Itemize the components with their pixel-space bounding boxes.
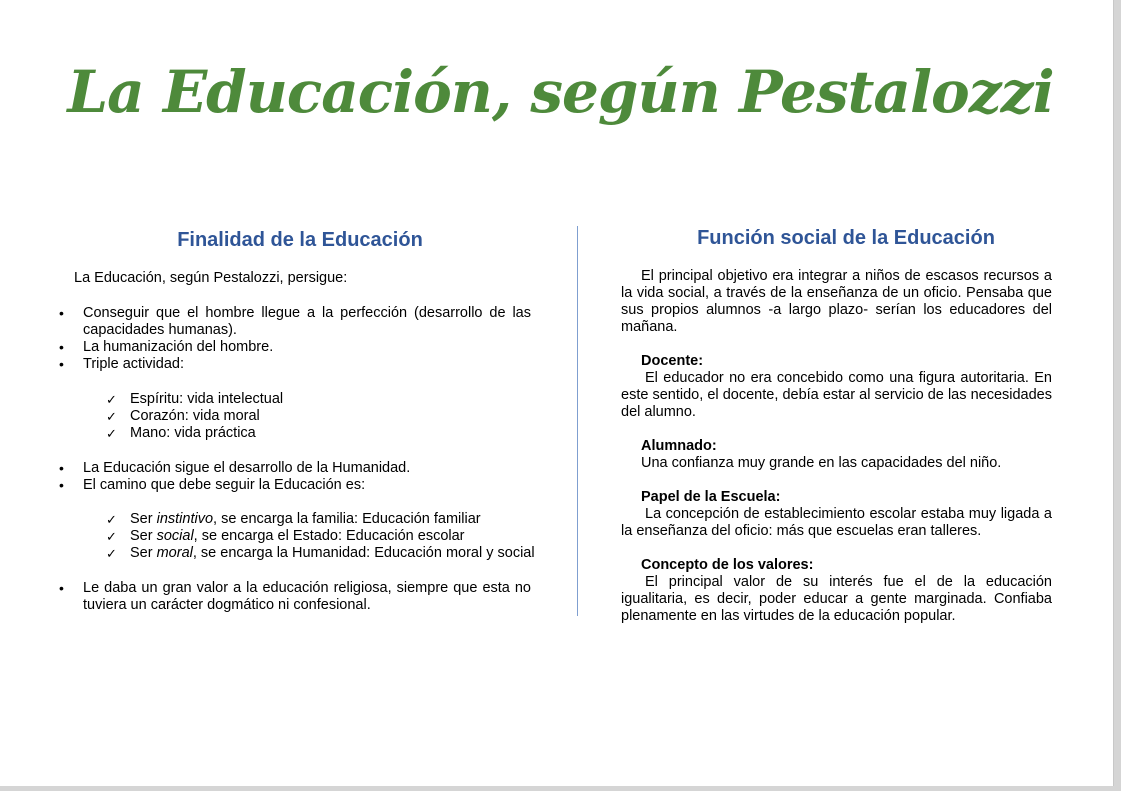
left-bullet-list-3 (59, 580, 531, 614)
right-column-heading: Función social de la Educación (697, 227, 995, 249)
left-check-list-1 (106, 391, 526, 442)
section-heading: Docente: (641, 353, 704, 369)
left-check-list-2 (106, 511, 546, 562)
list-item: ✓ Ser social, se encarga el Estado: Educación escolar (106, 528, 546, 545)
right-intro: El principal objetivo era integrar a niños de escasos recursos a la vida social, a través de la enseñanza de un oficio. Pensaba que sus propios alumnos -a largo plazo- serían los educadores del mañana. (621, 268, 1052, 335)
section-papel-escuela (621, 489, 1052, 540)
left-bullet-list-2 (59, 460, 531, 494)
section-heading: Alumnado: (641, 438, 717, 454)
section-text: La concepción de establecimiento escolar estaba muy ligada a la enseñanza del oficio: más que escuelas eran talleres. (621, 506, 1052, 539)
right-sections (621, 353, 1052, 625)
list-item: • El camino que debe seguir la Educación es: (59, 477, 531, 494)
list-item: ✓ Espíritu: vida intelectual (106, 391, 526, 408)
list-item: • Conseguir que el hombre llegue a la perfección (desarrollo de las capacidades humanas). (59, 305, 531, 339)
section-text: El educador no era concebido como una figura autoritaria. En este sentido, el docente, debía estar al servicio de las necesidades del alumno. (621, 370, 1052, 420)
column-divider (577, 226, 578, 616)
section-text: El principal valor de su interés fue el de la educación igualitaria, es decir, poder educar a gente marginada. Confiaba plenamente en las virtudes de la educación popular. (621, 574, 1052, 624)
list-item: • Le daba un gran valor a la educación religiosa, siempre que esta no tuviera un carácter dogmático ni confesional. (59, 580, 531, 614)
list-item: • Triple actividad: (59, 356, 531, 373)
list-item: • La humanización del hombre. (59, 339, 531, 356)
left-intro: La Educación, según Pestalozzi, persigue: (74, 270, 348, 286)
list-item: ✓ Ser moral, se encarga la Humanidad: Educación moral y social (106, 545, 546, 562)
section-heading: Concepto de los valores: (641, 557, 814, 573)
section-text: Una confianza muy grande en las capacidades del niño. (641, 455, 1002, 471)
list-item: ✓ Mano: vida práctica (106, 425, 526, 442)
section-docente (621, 353, 1052, 421)
list-item: • La Educación sigue el desarrollo de la Humanidad. (59, 460, 531, 477)
section-alumnado (621, 438, 1052, 472)
list-item: ✓ Corazón: vida moral (106, 408, 526, 425)
left-bullet-list-1 (59, 305, 531, 373)
document-title: La Educación, según Pestalozzi (67, 58, 1054, 126)
left-column-heading: Finalidad de la Educación (177, 229, 423, 251)
section-concepto-valores (621, 557, 1052, 625)
section-heading: Papel de la Escuela: (641, 489, 781, 505)
list-item: ✓ Ser instintivo, se encarga la familia: Educación familiar (106, 511, 546, 528)
